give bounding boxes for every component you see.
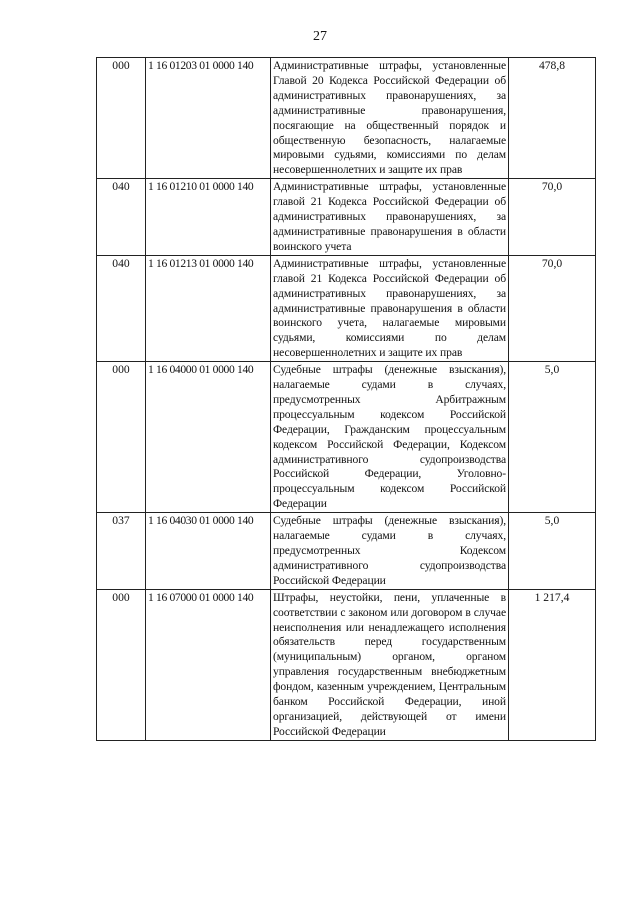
table-row [97,179,596,256]
budget-code-cell: 1 16 04000 01 0000 140 [146,362,271,513]
description-cell: Судебные штрафы (денежные взыскания), налагаемые судами в случаях, предусмотренных Кодексом административного судопроизводства Российской Федерации [271,513,509,590]
description-cell: Административные штрафы, установленные главой 21 Кодекса Российской Федерации об административных правонарушениях, за административные правонарушения в области воинского учета, налагаемые мировыми судьями, комиссиями по делам несовершеннолетних и защите их прав [271,255,509,361]
admin-code-cell: 040 [97,179,146,256]
table-row [97,513,596,590]
revenue-table [96,57,596,741]
table-row [97,589,596,740]
admin-code-cell: 040 [97,255,146,361]
admin-code-cell: 000 [97,58,146,179]
description-cell: Судебные штрафы (денежные взыскания), налагаемые судами в случаях, предусмотренных Арбитражным процессуальным кодексом Российской Федерации, Гражданским процессуальным кодексом Российской Федерации, Кодексом административного судопроизводства Российской Федерации, Уголовно-процессуальным кодексом Российской Федерации [271,362,509,513]
page-number: 27 [313,29,327,44]
description-cell: Административные штрафы, установленные Главой 20 Кодекса Российской Федерации об административных правонарушениях, за административные правонарушения, посягающие на общественный порядок и общественную безопасность, налагаемые мировыми судьями, комиссиями по делам несовершеннолетних и защите их прав [271,58,509,179]
description-cell: Административные штрафы, установленные главой 21 Кодекса Российской Федерации об административных правонарушениях, за административные правонарушения в области воинского учета [271,179,509,256]
table-row [97,362,596,513]
budget-code-cell: 1 16 07000 01 0000 140 [146,589,271,740]
amount-cell: 70,0 [509,255,596,361]
amount-cell: 1 217,4 [509,589,596,740]
admin-code-cell: 037 [97,513,146,590]
admin-code-cell: 000 [97,589,146,740]
description-cell: Штрафы, неустойки, пени, уплаченные в соответствии с законом или договором в случае неисполнения или ненадлежащего исполнения обязательств перед государственным (муниципальным) органом, органом управления государственным внебюджетным фондом, казенным учреждением, Центральным банком Российской Федерации, иной организацией, действующей от имени Российской Федерации [271,589,509,740]
amount-cell: 478,8 [509,58,596,179]
amount-cell: 70,0 [509,179,596,256]
admin-code-cell: 000 [97,362,146,513]
budget-code-cell: 1 16 01210 01 0000 140 [146,179,271,256]
amount-cell: 5,0 [509,362,596,513]
budget-code-cell: 1 16 01213 01 0000 140 [146,255,271,361]
budget-code-cell: 1 16 01203 01 0000 140 [146,58,271,179]
table-row [97,255,596,361]
table-row [97,58,596,179]
amount-cell: 5,0 [509,513,596,590]
budget-code-cell: 1 16 04030 01 0000 140 [146,513,271,590]
